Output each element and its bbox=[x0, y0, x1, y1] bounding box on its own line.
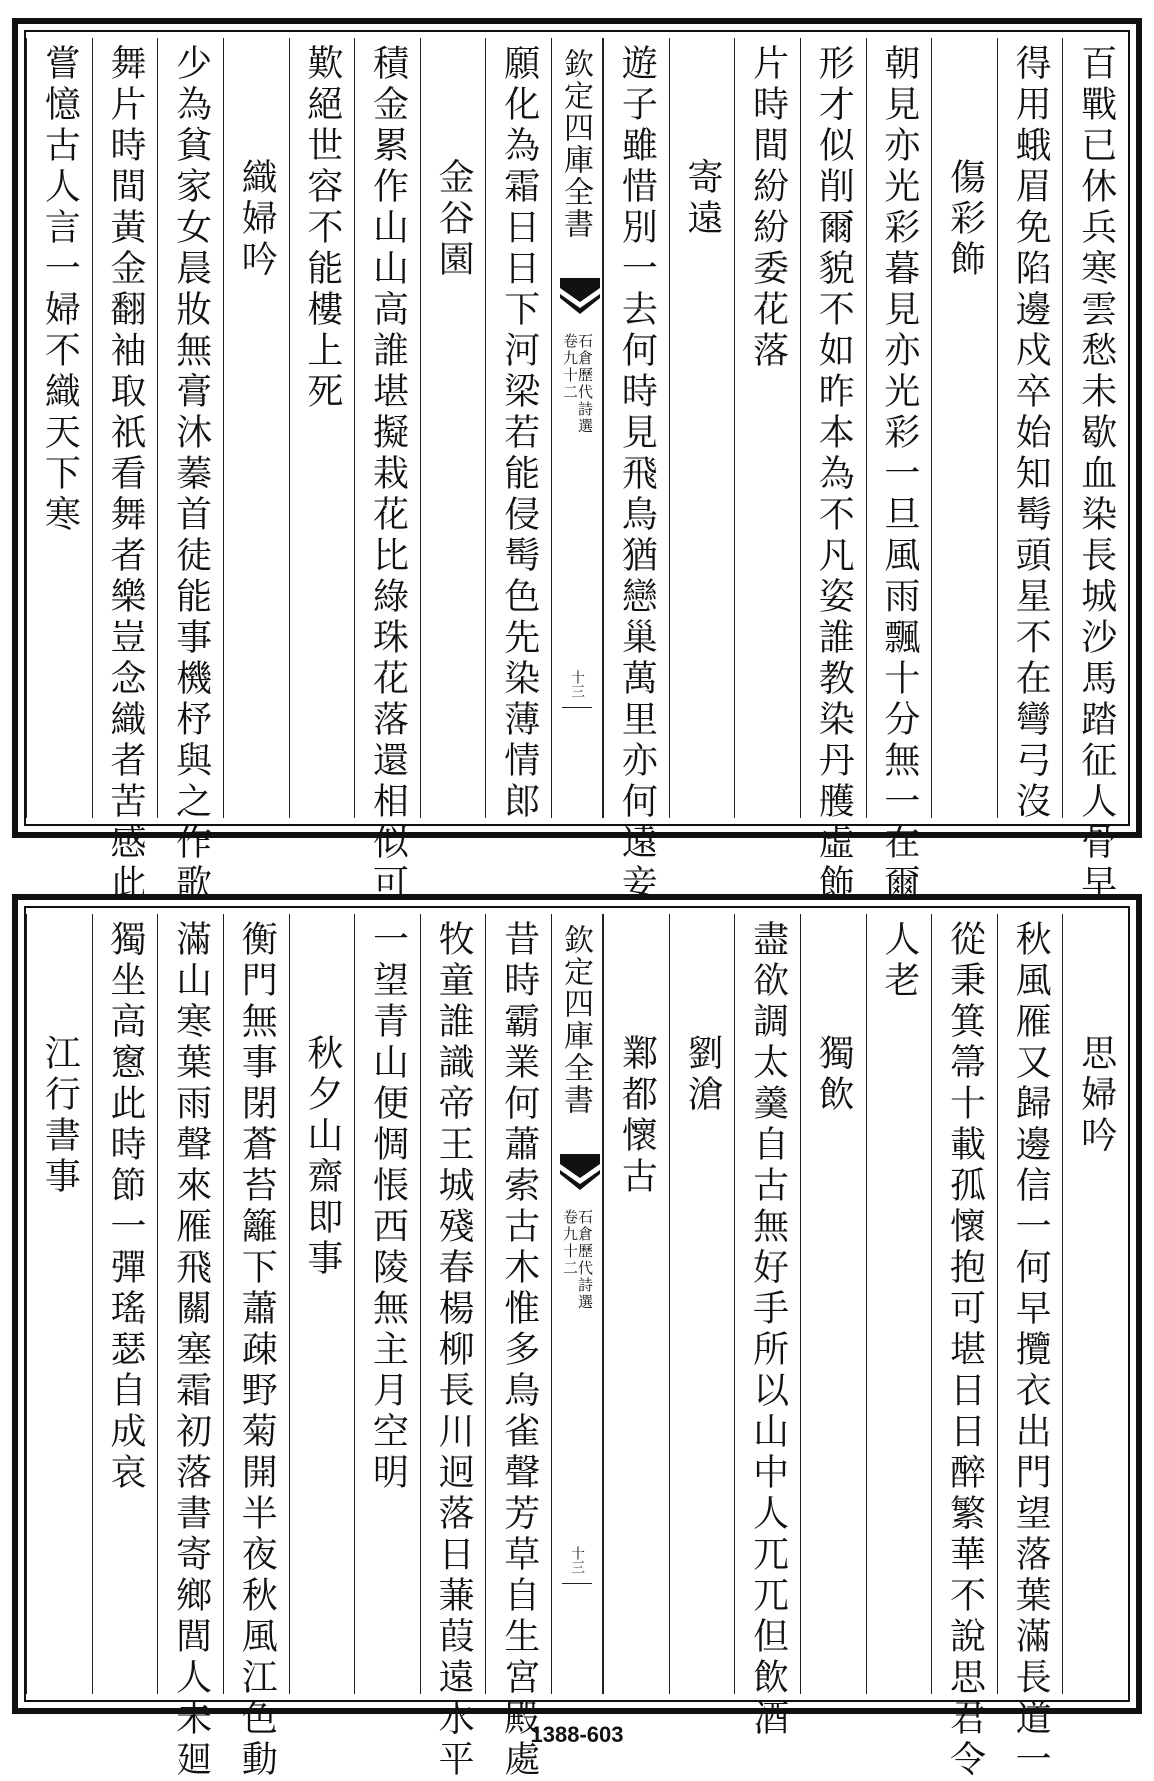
column-text: 金谷園 bbox=[433, 158, 475, 281]
text-column bbox=[92, 38, 158, 905]
text-column bbox=[157, 914, 223, 1781]
column-text: 滿山寒葉雨聲來雁飛關塞霜初落書寄鄉閭人未廻 bbox=[170, 920, 212, 1781]
text-column bbox=[931, 38, 997, 818]
column-text: 昔時霸業何蕭索古木惟多鳥雀聲芳草自生宮殿處 bbox=[498, 920, 540, 1781]
text-column bbox=[800, 914, 866, 1694]
banner-title: 欽定四庫全書 bbox=[558, 48, 593, 240]
column-text: 思婦吟 bbox=[1075, 1034, 1117, 1157]
page-number-footer: 1388-603 bbox=[530, 1722, 624, 1747]
text-column bbox=[223, 38, 289, 818]
column-text: 片時間紛紛委花落 bbox=[747, 44, 789, 372]
column-text: 牧童誰識帝王城殘春楊柳長川迥落日蒹葭遠水平 bbox=[433, 920, 475, 1781]
banner-collection-title: 石倉歷代詩選 bbox=[576, 333, 594, 435]
text-column bbox=[26, 38, 92, 818]
banner-rule bbox=[562, 707, 592, 708]
text-column bbox=[485, 38, 551, 823]
banner-title: 欽定四庫全書 bbox=[558, 924, 593, 1116]
column-text: 歎絕世容不能樓上死 bbox=[301, 44, 343, 413]
text-column bbox=[734, 914, 800, 1740]
column-text: 鄴都懷古 bbox=[616, 1034, 658, 1198]
text-column bbox=[26, 914, 92, 1694]
text-column bbox=[485, 914, 551, 1781]
column-text: 嘗憶古人言一婦不織天下寒 bbox=[39, 44, 81, 536]
column-text: 劉滄 bbox=[681, 1034, 723, 1116]
text-column bbox=[603, 914, 669, 1694]
column-text: 得用蛾眉免陷邊戍卒始知髩頭星不在彎弓沒 bbox=[1010, 44, 1052, 823]
center-banner bbox=[551, 38, 603, 818]
text-column bbox=[997, 914, 1063, 1781]
column-text: 衡門無事閉蒼苔籬下蕭疎野菊開半夜秋風江色動 bbox=[236, 920, 278, 1781]
fish-tail-mark-icon bbox=[560, 278, 600, 314]
center-banner bbox=[551, 914, 603, 1694]
banner-page-number: 十三 bbox=[569, 670, 585, 698]
banner-collection-title: 石倉歷代詩選 bbox=[576, 1209, 594, 1311]
text-column bbox=[866, 38, 932, 905]
fish-tail-mark-icon bbox=[560, 1154, 600, 1190]
text-column bbox=[866, 914, 932, 1694]
column-text: 舞片時間黃金翻袖取祇看舞者樂豈念織者苦感此 bbox=[104, 44, 146, 905]
text-column bbox=[669, 38, 735, 818]
top-page-frame bbox=[24, 30, 1130, 905]
column-text: 積金累作山山高誰堪擬栽花比綠珠花落還相似可 bbox=[367, 44, 409, 905]
column-text: 朝見亦光彩暮見亦光彩一旦風雨飄十分無一在爾 bbox=[878, 44, 920, 905]
column-text: 形才似削爾貌不如昨本為不凡姿誰教染丹雘虛飾 bbox=[813, 44, 855, 905]
text-column bbox=[289, 38, 355, 818]
text-column bbox=[223, 914, 289, 1781]
text-column bbox=[603, 38, 669, 905]
text-column bbox=[92, 914, 158, 1694]
banner-volume: 卷九十二 bbox=[561, 1209, 579, 1277]
column-text: 傷彩飾 bbox=[944, 158, 986, 281]
banner-page-number: 十三 bbox=[569, 1546, 585, 1574]
text-column bbox=[734, 38, 800, 818]
banner-rule bbox=[562, 1583, 592, 1584]
text-column bbox=[997, 38, 1063, 823]
column-text: 盡欲調太羹自古無好手所以山中人兀兀但飲酒 bbox=[747, 920, 789, 1740]
column-text: 織婦吟 bbox=[236, 158, 278, 281]
column-text: 獨飲 bbox=[813, 1034, 855, 1116]
text-column bbox=[354, 38, 420, 905]
column-text: 從秉箕箒十載孤懷抱可堪日日醉繁華不說思君令 bbox=[944, 920, 986, 1781]
column-text: 願化為霜日日下河梁若能侵髩色先染薄情郎 bbox=[498, 44, 540, 823]
text-column bbox=[1062, 914, 1128, 1694]
column-text: 江行書事 bbox=[39, 1034, 81, 1198]
column-text: 人老 bbox=[878, 920, 920, 1002]
text-column bbox=[669, 914, 735, 1694]
text-column bbox=[420, 914, 486, 1781]
column-text: 秋風雁又歸邊信一何早攬衣出門望落葉滿長道一 bbox=[1010, 920, 1052, 1781]
column-text: 寄遠 bbox=[681, 158, 723, 240]
column-text: 少為貧家女晨妝無膏沐蓁首徒能事機杼與之作歌 bbox=[170, 44, 212, 905]
top-page bbox=[12, 18, 1142, 905]
text-column bbox=[354, 914, 420, 1694]
column-text: 遊子雖惜別一去何時見飛鳥猶戀巢萬里亦何遠妾 bbox=[616, 44, 658, 905]
column-text: 一望青山便惆悵西陵無主月空明 bbox=[367, 920, 409, 1494]
text-column bbox=[157, 38, 223, 905]
text-column bbox=[1062, 38, 1128, 905]
text-column bbox=[289, 914, 355, 1694]
column-text: 百戰已休兵寒雲愁未歇血染長城沙馬踏征人骨早 bbox=[1075, 44, 1117, 905]
banner-volume: 卷九十二 bbox=[561, 333, 579, 401]
column-text: 秋夕山齋即事 bbox=[301, 1034, 343, 1280]
text-column bbox=[420, 38, 486, 818]
text-column bbox=[800, 38, 866, 905]
column-text: 獨坐高窻此時節一彈瑤瑟自成哀 bbox=[104, 920, 146, 1494]
text-column bbox=[931, 914, 997, 1781]
